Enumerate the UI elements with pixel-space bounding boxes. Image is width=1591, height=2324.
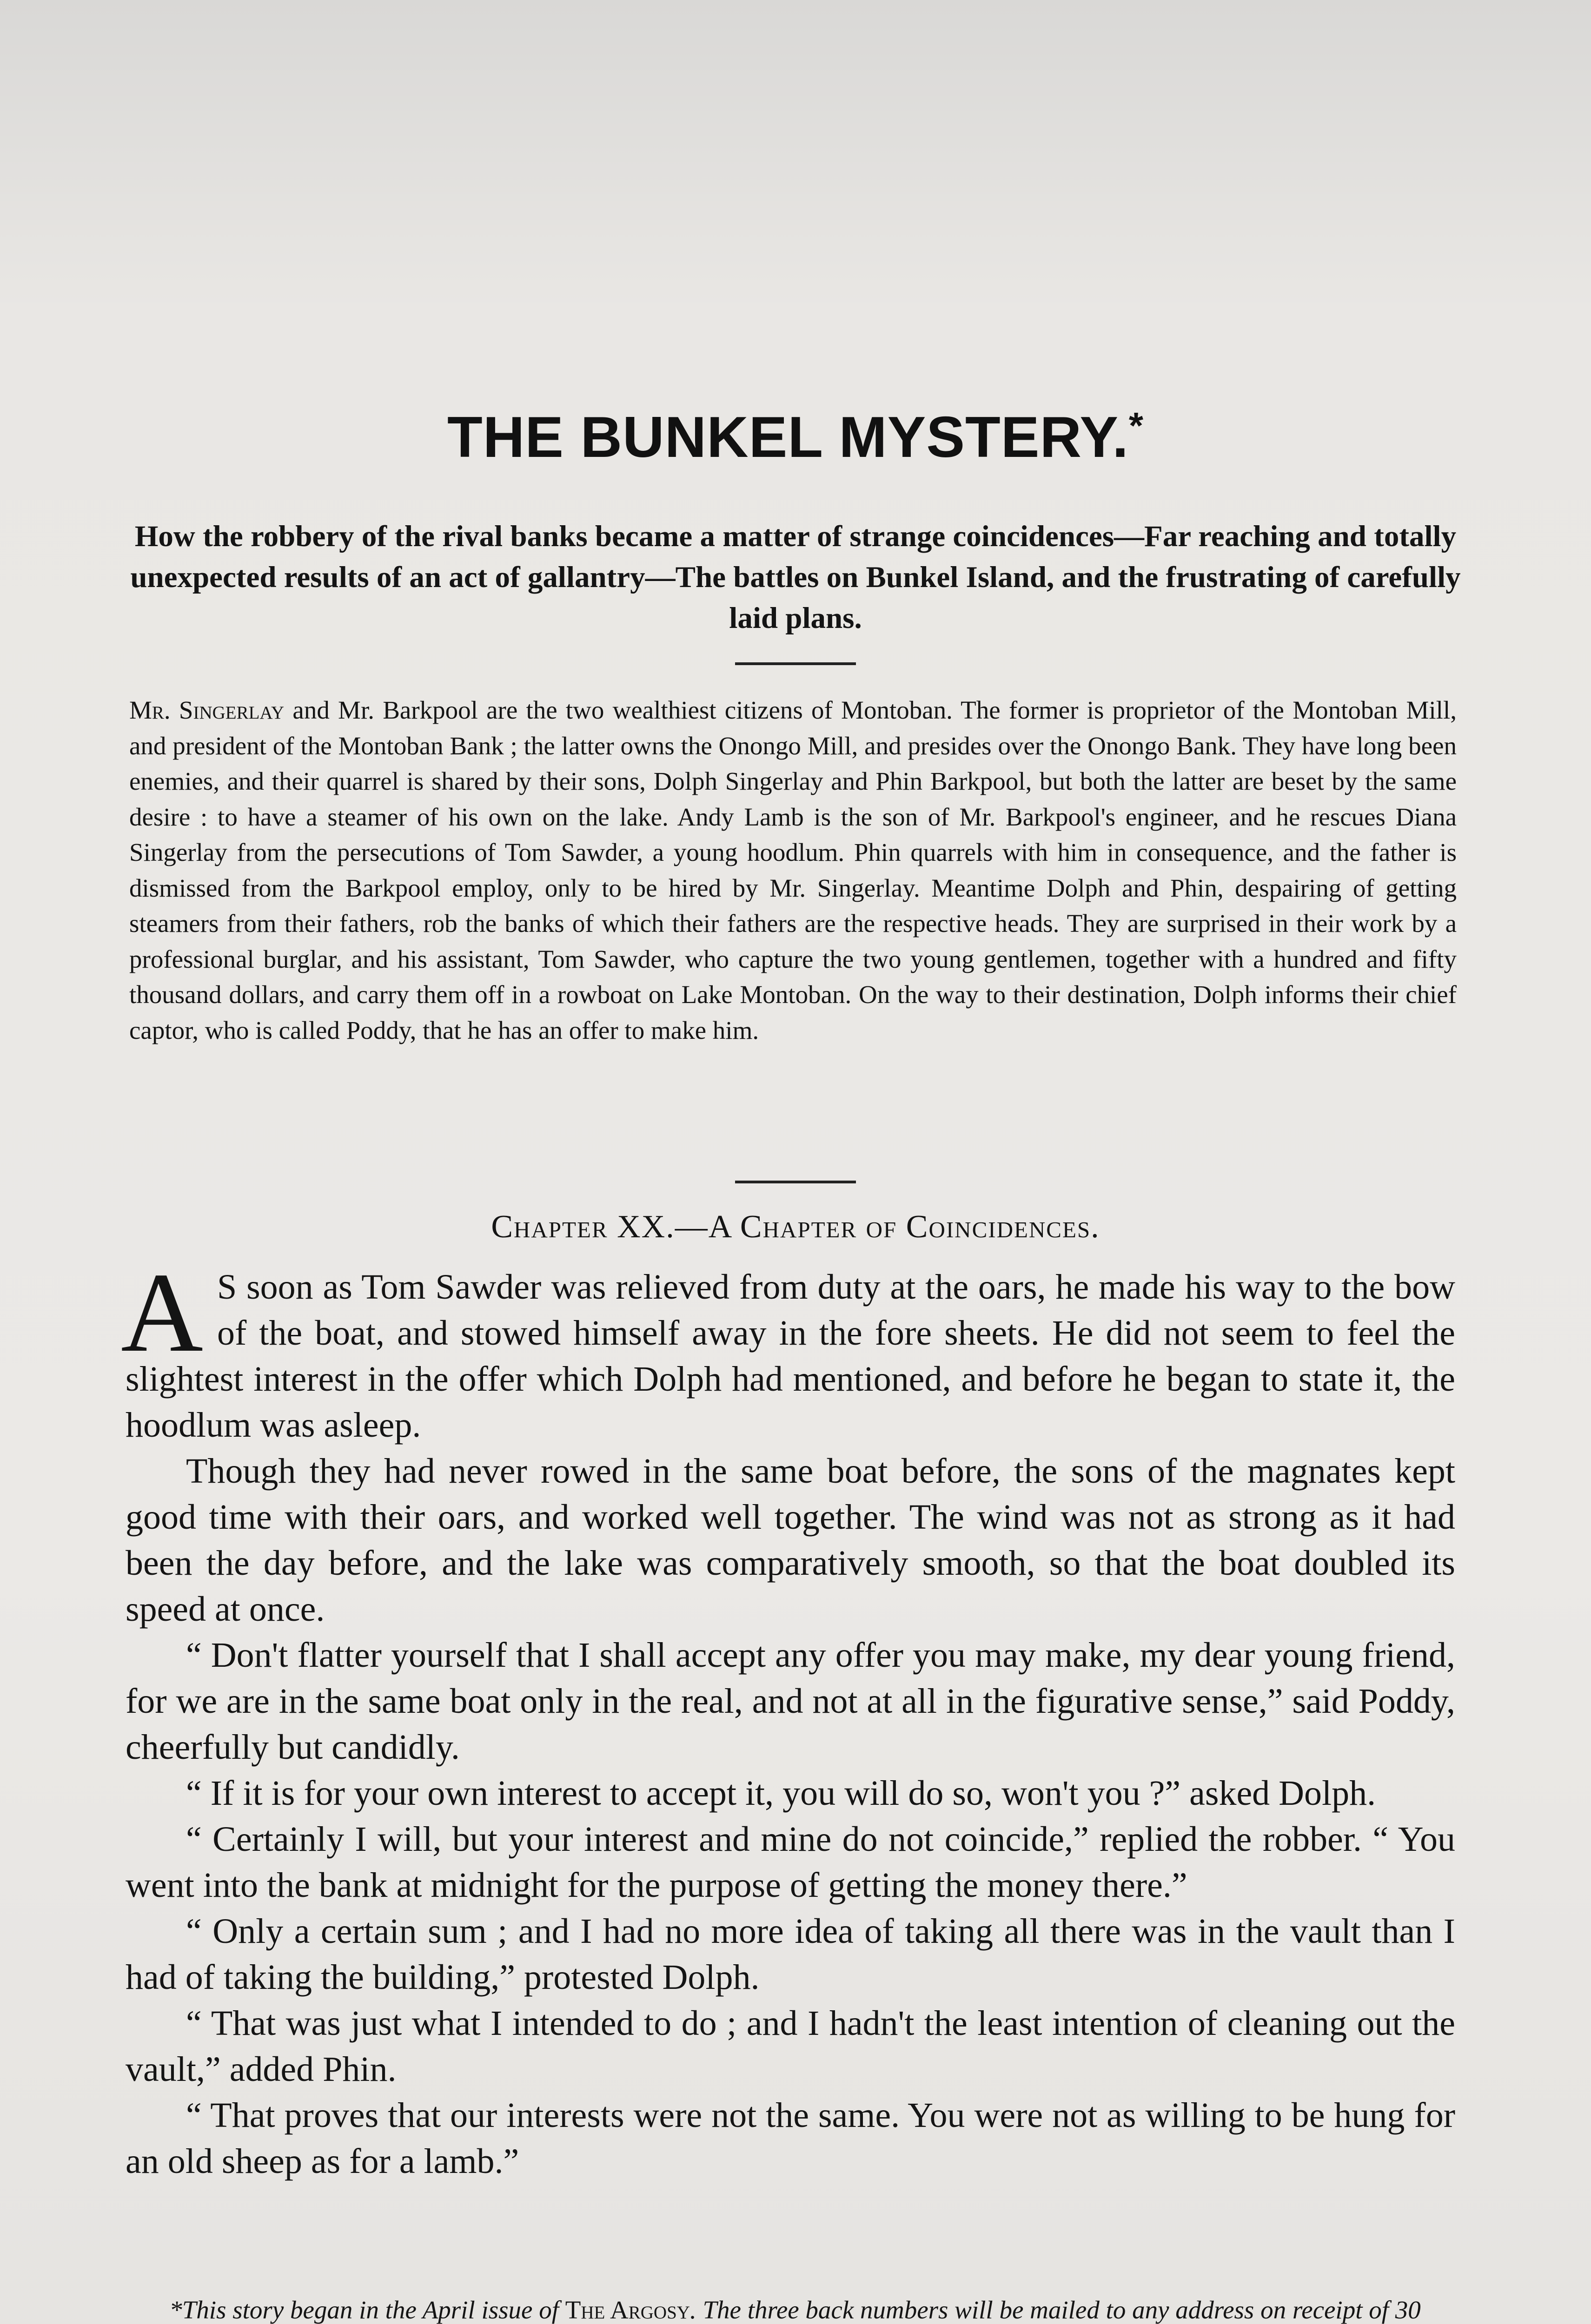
body-paragraph [121,1249,1455,1448]
story-body [121,1249,1455,2185]
first-paragraph-text: S soon as Tom Sawder was relieved from duty at the oars, he made his way to the bow of the boat, and stowed himself away in the fore sheets. He did not seem to feel the slightest interest in the offer which Dolph had mentioned, and before he began to state it, the hoodlum was asleep. [126,1268,1455,1445]
divider-rule [735,1181,856,1183]
body-paragraph: “ Only a certain sum ; and I had no more idea of taking all there was in the vault than I had of taking the building,” protested Dolph. [126,1912,1455,1997]
synopsis-lead-name: Mr. Singerlay [129,696,285,724]
body-paragraph: “ That proves that our interests were not the same. You were not as willing to be hung for an old sheep as for a lamb.” [126,2096,1455,2181]
synopsis-text: and Mr. Barkpool are the two wealthiest citizens of Montoban. The former is proprietor of the Montoban Mill, and president of the Montoban Bank ; the latter owns the Onongo Mill, and presides over the Onongo Bank. They have long been enemies, and their quarrel is shared by their sons, Dolph Singerlay and Phin Barkpool, but both the latter are beset by the same desire : to have a steamer of his own on the lake. Andy Lamb is the son of Mr. Barkpool's engineer, and he rescues Diana Singerlay from the persecutions of Tom Sawder, a young hoodlum. Phin quarrels with him in consequence, and the father is dismissed from the Barkpool employ, only to be hired by Mr. Singerlay. Meantime Dolph and Phin, despairing of getting steamers from their fathers, rob the banks of which their fathers are the respective heads. They are surprised in their work by a professional burglar, and his assistant, Tom Sawder, who capture the two young gentlemen, together with a hundred and fifty thousand dollars, and carry them off in a rowboat on Lake Montoban. On the way to their destination, Dolph informs their chief captor, who is called Poddy, that he has an offer to make him. [129,696,1457,1044]
story-subtitle: How the robbery of the rival banks became a matter of strange coincidences—Far reaching and totally unexpected results of an act of gallantry—The battles on Bunkel Island, and the frustrating of carefully laid plans. [130,520,1461,635]
body-paragraph: “ If it is for your own interest to accept it, you will do so, won't you ?” asked Dolph. [186,1774,1376,1813]
divider-rule [735,662,856,665]
story-title-text: THE BUNKEL MYSTERY. [447,405,1129,469]
footnote-marker: * [1128,405,1144,446]
drop-cap: A [121,1249,203,1375]
synopsis [129,693,1457,1048]
footnote [144,2291,1446,2324]
body-paragraph: “ Certainly I will, but your interest and mine do not coincide,” replied the robber. “ You went into the bank at midnight for the purpose of getting the money there.” [126,1820,1455,1905]
story-title [0,404,1591,470]
body-paragraph: “ That was just what I intended to do ; and I hadn't the least intention of cleaning out the vault,” added Phin. [126,2004,1455,2089]
chapter-heading: Chapter XX.—A Chapter of Coincidences. [491,1209,1100,1245]
footnote-magazine: The Argosy [565,2296,690,2324]
footnote-after: . The three back numbers will be mailed to any address on receipt of 30 [689,2296,1421,2324]
body-paragraph: “ Don't flatter yourself that I shall accept any offer you may make, my dear young friend, for we are in the same boat only in the real, and not at all in the figurative sense,” said Poddy, cheerfully but candidly. [126,1636,1455,1767]
footnote-before: *This story began in the April issue of [169,2296,565,2324]
body-paragraph: Though they had never rowed in the same boat before, the sons of the magnates kept good time with their oars, and worked well together. The wind was not as strong as it had been the day before, and the lake was comparatively smooth, so that the boat doubled its speed at once. [126,1452,1455,1629]
